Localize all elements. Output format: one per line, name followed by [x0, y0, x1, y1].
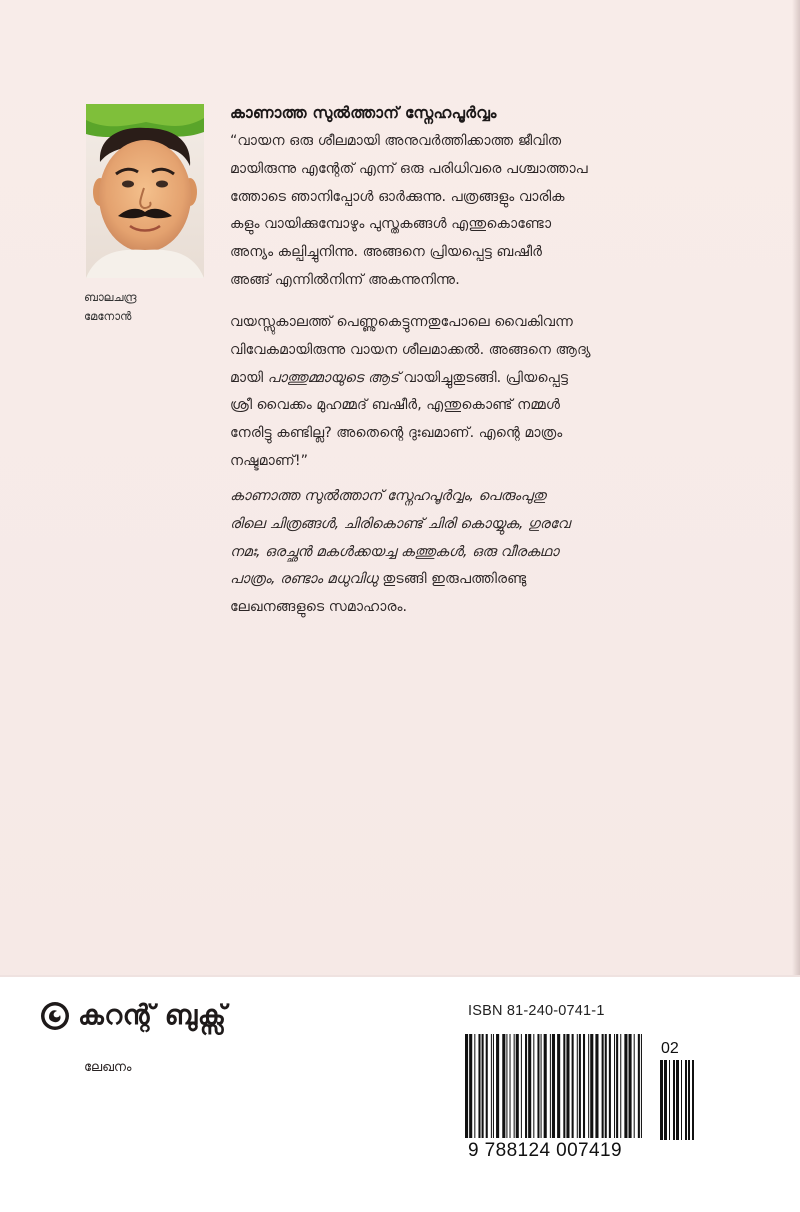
barcode-bar — [533, 1034, 534, 1138]
barcode-bar — [602, 1034, 604, 1138]
barcode-bar — [579, 1034, 581, 1138]
barcode-bar — [614, 1034, 615, 1138]
blurb-line: അന്യം കല്പിച്ചുനിന്നു. അങ്ങനെ പ്രിയപ്പെട്ട ബഷീർ — [230, 244, 543, 261]
contents-line — [230, 566, 750, 594]
contents-titles: പാത്രം, രണ്ടാം മധുവിധു — [230, 571, 378, 588]
contents-text: തുടങ്ങി ഇരുപത്തിരണ്ടു — [377, 571, 527, 588]
barcode-bar — [629, 1034, 632, 1138]
barcode-number: 9 788124 007419 — [468, 1140, 622, 1161]
contents-line: രിലെ ചിത്രങ്ങൾ, ചിരികൊണ്ട് ചിരി കൊയ്യുക, ഗുരവേ — [230, 515, 570, 532]
barcode-bar — [491, 1034, 492, 1138]
barcode-bar — [641, 1034, 642, 1138]
blurb-text: മായി — [230, 369, 268, 386]
barcode-bar — [616, 1034, 618, 1138]
blurb-paragraph-2 — [230, 309, 750, 476]
barcode-bar — [624, 1034, 627, 1138]
genre-label: ലേഖനം — [84, 1060, 132, 1075]
blurb-line: “വായന ഒരു ശീലമായി അനുവർത്തിക്കാത്ത ജീവിത — [230, 133, 562, 149]
book-title-reference: പാത്തുമ്മായുടെ ആട് — [267, 369, 400, 386]
blurb-paragraph-1 — [230, 128, 750, 295]
barcode-bar — [685, 1060, 687, 1140]
book-title: കാണാത്ത സുൽത്താന് സ്നേഹപൂർവ്വം — [230, 104, 497, 122]
contents-line: ലേഖനങ്ങളുടെ സമാഹാരം. — [230, 599, 408, 616]
barcode-addon — [660, 1060, 700, 1140]
barcode-bar — [493, 1034, 494, 1138]
blurb-text: വായിച്ചുതുടങ്ങി. പ്രിയപ്പെട്ട — [399, 369, 569, 386]
contents-line: നമഃ, ഒരച്ഛൻ മകൾക്കയച്ച കത്തുകൾ, ഒരു വീരകഥാ — [230, 543, 559, 560]
barcode — [465, 1034, 645, 1140]
publisher-emblem-icon — [40, 1001, 70, 1031]
barcode-bar — [609, 1034, 611, 1138]
barcode-bar — [660, 1060, 663, 1140]
blurb-line: കളും വായിക്കുമ്പോഴും പുസ്തകങ്ങൾ എന്തുകൊണ്ടോ — [230, 216, 552, 233]
barcode-bar — [469, 1034, 472, 1138]
barcode-bar — [474, 1034, 475, 1138]
barcode-bar — [486, 1034, 488, 1138]
footer-divider — [0, 975, 800, 977]
author-name — [84, 288, 214, 326]
barcode-bar — [566, 1034, 569, 1138]
barcode-bar — [673, 1060, 675, 1140]
blurb-line: നഷ്ടമാണ്!” — [230, 452, 308, 469]
barcode-bar — [528, 1034, 531, 1138]
blurb-paragraph-3 — [230, 483, 750, 622]
barcode-bar — [557, 1034, 560, 1138]
barcode-bar — [688, 1060, 690, 1140]
barcode-bar — [638, 1034, 640, 1138]
barcode-bar — [588, 1034, 589, 1138]
barcode-bar — [525, 1034, 527, 1138]
blurb-line — [230, 365, 750, 393]
barcode-bar — [590, 1034, 593, 1138]
barcode-bar — [595, 1034, 598, 1138]
author-photo — [86, 104, 204, 278]
barcode-bar — [537, 1034, 539, 1138]
barcode-bar — [506, 1034, 507, 1138]
blurb-line: നേരിട്ടു കണ്ടില്ല? അതെന്റെ ദുഃഖമാണ്. എന്റെ മാത്രം — [230, 425, 563, 442]
barcode-bar — [552, 1034, 555, 1138]
blurb-line: വിവേകമായിരുന്നു വായന ശീലമാക്കൽ. അങ്ങനെ ആദ്യ — [230, 341, 591, 358]
barcode-bar — [514, 1034, 515, 1138]
barcode-bar — [583, 1034, 585, 1138]
blurb-line: അങ്ങ് എന്നിൽനിന്ന് അകന്നുനിന്നു. — [230, 271, 460, 288]
barcode-bar — [664, 1060, 667, 1140]
barcode-bar — [510, 1034, 511, 1138]
barcode-bar — [544, 1034, 547, 1138]
barcode-bar — [669, 1060, 670, 1140]
barcode-bar — [478, 1034, 480, 1138]
barcode-bar — [521, 1034, 522, 1138]
barcode-bar — [572, 1034, 574, 1138]
barcode-addon-number: 02 — [661, 1040, 679, 1057]
barcode-bar — [577, 1034, 578, 1138]
barcode-bar — [550, 1034, 551, 1138]
barcode-bar — [634, 1034, 635, 1138]
barcode-bar — [692, 1060, 694, 1140]
barcode-bar — [676, 1060, 679, 1140]
contents-line: കാണാത്ത സുൽത്താന് സ്നേഹപൂർവ്വം, പെരുംപുതു — [230, 488, 546, 504]
author-name-line-2: മേനോൻ — [84, 309, 132, 323]
barcode-bar — [563, 1034, 565, 1138]
publisher-logo — [40, 1000, 226, 1032]
isbn-text: ISBN 81-240-0741-1 — [468, 1003, 605, 1019]
barcode-bar — [465, 1034, 468, 1138]
barcode-bar — [605, 1034, 607, 1138]
barcode-bar — [502, 1034, 505, 1138]
barcode-bar — [496, 1034, 499, 1138]
publisher-name: കറന്റ് ബുക്സ് — [78, 1000, 227, 1031]
author-name-line-1: ബാലചന്ദ്ര — [84, 290, 137, 304]
barcode-bar — [541, 1034, 542, 1138]
blurb-line: വയസ്സുകാലത്ത് പെണ്ണുകെട്ടുന്നതുപോലെ വൈകിവന്ന — [230, 314, 573, 330]
blurb-line: ത്തോടെ ഞാനിപ്പോൾ ഓർക്കുന്നു. പത്രങ്ങളും വാരിക — [230, 188, 565, 205]
barcode-bar — [516, 1034, 519, 1138]
blurb-line: മായിരുന്നു എന്റേത് എന്ന് ഒരു പരിധിവരെ പശ്ചാത്താപ — [230, 160, 588, 177]
barcode-bar — [620, 1034, 621, 1138]
barcode-bar — [681, 1060, 682, 1140]
barcode-bar — [482, 1034, 484, 1138]
blurb-line: ശ്രീ വൈക്കം മുഹമ്മദ് ബഷീർ, എന്തുകൊണ്ട് നമ്മൾ — [230, 397, 561, 414]
